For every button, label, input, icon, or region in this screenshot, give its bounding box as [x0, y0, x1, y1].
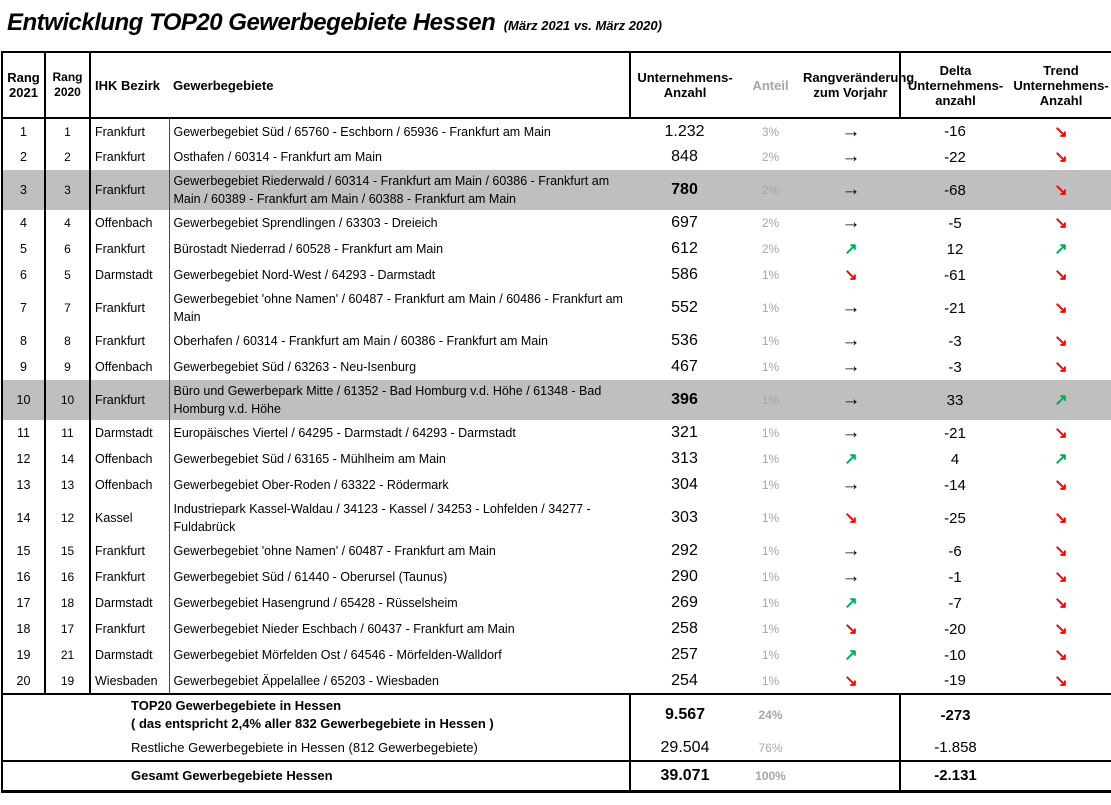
unternehmens-anzahl-cell: 552: [671, 299, 698, 316]
rang-change-arrow-icon: →: [841, 120, 861, 142]
rank-2021-cell: 11: [2, 420, 45, 446]
rank-2021-cell: 18: [2, 616, 45, 642]
delta-cell: -21: [944, 299, 966, 317]
gewerbegebiet-name-cell: Gewerbegebiet Ober-Roden / 63322 - Rödermark: [169, 472, 630, 498]
summary-rest-delta: -1.858: [900, 735, 1010, 761]
trend-arrow-icon: ↘: [1054, 267, 1068, 284]
delta-cell: -20: [944, 620, 966, 638]
anteil-cell: 1%: [761, 478, 780, 492]
rank-2021-cell: 13: [2, 472, 45, 498]
unternehmens-anzahl-cell: 697: [671, 214, 698, 231]
trend-arrow-icon: ↗: [1010, 380, 1111, 420]
anteil-cell: 1%: [761, 452, 780, 466]
trend-arrow-icon: ↘: [1054, 543, 1068, 560]
table-row: [2, 564, 1111, 590]
header-delta-unternehmensanzahl: Delta Unternehmens-anzahl: [900, 52, 1010, 118]
rank-2020-cell: 13: [45, 472, 90, 498]
delta-cell: -21: [944, 424, 966, 442]
rank-2020-cell: 12: [45, 498, 90, 538]
ihk-bezirk-cell: Offenbach: [95, 452, 153, 466]
unternehmens-anzahl-cell: 848: [671, 148, 698, 165]
gewerbegebiet-name-cell: Gewerbegebiet Sprendlingen / 63303 - Dreieich: [169, 210, 630, 236]
header-anteil: Anteil: [739, 52, 802, 118]
summary-gesamt-delta: -2.131: [900, 761, 1010, 791]
anteil-cell: 1%: [761, 426, 780, 440]
summary-rest-trend-empty: [1010, 735, 1111, 761]
rank-2021-cell: 5: [2, 236, 45, 262]
delta-cell: -1: [948, 568, 962, 586]
unternehmens-anzahl-cell: 536: [671, 332, 698, 349]
ihk-bezirk-cell: Offenbach: [95, 360, 153, 374]
ihk-bezirk-cell: Frankfurt: [95, 150, 146, 164]
header-gewerbegebiete: Gewerbegebiete: [169, 52, 630, 118]
ihk-bezirk-cell: Frankfurt: [95, 242, 146, 256]
ihk-bezirk-cell: Darmstadt: [95, 648, 153, 662]
ihk-bezirk-cell: Kassel: [95, 511, 133, 525]
table-row: [2, 288, 1111, 328]
delta-cell: -7: [948, 594, 962, 612]
rank-2021-cell: 17: [2, 590, 45, 616]
ihk-bezirk-cell: Darmstadt: [95, 596, 153, 610]
ihk-bezirk-cell: Offenbach: [95, 216, 153, 230]
rang-change-arrow-icon: ↗: [844, 595, 858, 612]
rank-2021-cell: 2: [2, 144, 45, 170]
trend-arrow-icon: ↘: [1054, 477, 1068, 494]
ihk-bezirk-cell: Wiesbaden: [95, 673, 158, 688]
unternehmens-anzahl-cell: 467: [671, 358, 698, 375]
summary-top20-trend-empty: [1010, 694, 1111, 735]
table-row: [2, 642, 1111, 668]
title-subtitle-text: (März 2021 vs. März 2020): [503, 18, 662, 33]
delta-cell: -61: [944, 266, 966, 284]
anteil-cell: 2%: [761, 216, 780, 230]
delta-cell: -19: [944, 672, 966, 689]
gewerbegebiet-name-cell: Büro und Gewerbepark Mitte / 61352 - Bad Homburg v.d. Höhe / 61348 - Bad Homburg v.d. Höhe: [169, 380, 630, 420]
summary-rest-anteil: 76%: [758, 740, 783, 755]
anteil-cell: 1%: [761, 596, 780, 610]
anteil-cell: 2%: [761, 242, 780, 256]
anteil-cell: 1%: [739, 380, 802, 420]
unternehmens-anzahl-cell: 586: [671, 266, 698, 283]
gewerbegebiet-name-cell: Gewerbegebiet Süd / 61440 - Oberursel (Taunus): [169, 564, 630, 590]
gewerbegebiet-name-cell: Gewerbegebiet Äppelallee / 65203 - Wiesbaden: [169, 668, 630, 694]
gewerbegebiet-name-cell: Gewerbegebiet 'ohne Namen' / 60487 - Frankfurt am Main: [169, 538, 630, 564]
gewerbegebiet-name-cell: Gewerbegebiet Mörfelden Ost / 64546 - Mörfelden-Walldorf: [169, 642, 630, 668]
rank-2020-cell: 2: [45, 144, 90, 170]
summary-rest-label: Restliche Gewerbegebiete in Hessen (812 Gewerbegebiete): [131, 739, 478, 755]
trend-arrow-icon: ↘: [1054, 621, 1068, 638]
rank-2020-cell: 16: [45, 564, 90, 590]
gewerbegebiet-name-cell: Industriepark Kassel-Waldau / 34123 - Kassel / 34253 - Lohfelden / 34277 - Fuldabrück: [169, 498, 630, 538]
gewerbegebiet-name-cell: Gewerbegebiet Süd / 63263 - Neu-Isenburg: [169, 354, 630, 380]
delta-cell: -25: [944, 509, 966, 527]
rank-2020-cell: 19: [45, 668, 90, 694]
rank-2020-cell: 11: [45, 420, 90, 446]
summary-top20-delta: -273: [900, 694, 1010, 735]
summary-top20-anteil: 24%: [739, 694, 802, 735]
rank-2021-cell: 19: [2, 642, 45, 668]
rank-2021-cell: 15: [2, 538, 45, 564]
rank-2020-cell: 6: [45, 236, 90, 262]
ihk-bezirk-cell: Offenbach: [95, 478, 153, 492]
table-row: [2, 446, 1111, 472]
summary-row-top20: [2, 694, 1111, 735]
unternehmens-anzahl-cell: 269: [671, 594, 698, 611]
delta-cell: 4: [950, 450, 960, 468]
rank-2020-cell: 10: [45, 380, 90, 420]
trend-arrow-icon: ↘: [1010, 170, 1111, 210]
anteil-cell: 1%: [761, 301, 780, 315]
gewerbegebiet-name-cell: Gewerbegebiet Hasengrund / 65428 - Rüsselsheim: [169, 590, 630, 616]
summary-gesamt-label: Gesamt Gewerbegebiete Hessen: [2, 761, 630, 791]
trend-arrow-icon: ↗: [1054, 451, 1068, 468]
table-row: [2, 472, 1111, 498]
rank-2021-cell: 8: [2, 328, 45, 354]
ihk-bezirk-cell: Darmstadt: [95, 426, 153, 440]
table-row: [2, 328, 1111, 354]
rang-change-arrow-icon: →: [841, 297, 861, 318]
summary-top20-anzahl: 9.567: [630, 694, 739, 735]
rank-2020-cell: 9: [45, 354, 90, 380]
rang-change-arrow-icon: →: [802, 380, 900, 420]
summary-top20-label: [2, 694, 630, 735]
unternehmens-anzahl-cell: 396: [630, 380, 739, 420]
header-unternehmens-anzahl: Unternehmens-Anzahl: [630, 52, 739, 118]
table-row: [2, 354, 1111, 380]
rang-change-arrow-icon: →: [841, 422, 861, 443]
rank-2021-cell: 4: [2, 210, 45, 236]
rank-2021-cell: 16: [2, 564, 45, 590]
ihk-bezirk-cell: Frankfurt: [95, 544, 146, 558]
table-row: [2, 380, 1111, 420]
ihk-bezirk-cell: Frankfurt: [95, 334, 146, 348]
rang-change-arrow-icon: →: [841, 356, 861, 377]
ihk-bezirk-cell: Darmstadt: [95, 268, 153, 282]
rank-2020-cell: 18: [45, 590, 90, 616]
title-main-text: Entwicklung TOP20 Gewerbegebiete Hessen: [7, 9, 496, 36]
rank-2021-cell: 1: [2, 118, 45, 144]
anteil-cell: 1%: [761, 570, 780, 584]
header-rangveraenderung: Rangveränderung zum Vorjahr: [802, 52, 900, 118]
header-rang-2021: Rang 2021: [2, 52, 45, 118]
rang-change-arrow-icon: ↗: [844, 241, 858, 258]
delta-cell: 12: [946, 240, 964, 258]
delta-cell: 33: [900, 380, 1010, 420]
anteil-cell: 1%: [761, 622, 780, 636]
trend-arrow-icon: ↗: [1054, 241, 1068, 258]
summary-top20-label-line2: ( das entspricht 2,4% aller 832 Gewerbegebiete in Hessen ): [131, 716, 494, 731]
anteil-cell: 2%: [761, 150, 780, 164]
table-summary: [2, 694, 1111, 791]
summary-top20-label-line1: TOP20 Gewerbegebiete in Hessen: [131, 698, 342, 713]
unternehmens-anzahl-cell: 780: [630, 170, 739, 210]
table-row: [2, 590, 1111, 616]
delta-cell: -22: [944, 148, 966, 166]
table-row: [2, 170, 1111, 210]
trend-arrow-icon: ↘: [1054, 149, 1068, 166]
summary-rest-rangveraenderung-empty: [802, 735, 900, 761]
summary-gesamt-rangveraenderung-empty: [802, 761, 900, 791]
anteil-cell: 1%: [761, 544, 780, 558]
table-body: [2, 118, 1111, 694]
trend-arrow-icon: ↘: [1054, 647, 1068, 664]
trend-arrow-icon: ↘: [1054, 333, 1068, 350]
table-row: [2, 118, 1111, 144]
rang-change-arrow-icon: →: [841, 540, 861, 561]
trend-arrow-icon: ↘: [1054, 569, 1068, 586]
delta-cell: -5: [948, 214, 962, 232]
table-row: [2, 668, 1111, 694]
rank-2021-cell: 12: [2, 446, 45, 472]
anteil-cell: 1%: [761, 648, 780, 662]
rank-2020-cell: 1: [45, 118, 90, 144]
ihk-bezirk-cell: Frankfurt: [95, 570, 146, 584]
rang-change-arrow-icon: ↗: [844, 647, 858, 664]
table-row: [2, 538, 1111, 564]
ihk-bezirk-cell: Frankfurt: [95, 124, 146, 139]
delta-cell: -6: [948, 542, 962, 560]
table-header: [2, 52, 1111, 118]
trend-arrow-icon: ↘: [1054, 123, 1068, 141]
rank-2020-cell: 3: [45, 170, 90, 210]
anteil-cell: 3%: [761, 124, 780, 139]
header-row: [2, 52, 1111, 118]
trend-arrow-icon: ↘: [1054, 359, 1068, 376]
page-title: [0, 0, 1111, 37]
anteil-cell: 1%: [761, 511, 780, 525]
summary-row-gesamt: [2, 761, 1111, 791]
rang-change-arrow-icon: ↘: [844, 510, 858, 527]
summary-top20-rangveraenderung-empty: [802, 694, 900, 735]
ihk-bezirk-cell: Frankfurt: [95, 301, 146, 315]
anteil-cell: 1%: [761, 360, 780, 374]
unternehmens-anzahl-cell: 254: [671, 671, 698, 689]
summary-gesamt-trend-empty: [1010, 761, 1111, 791]
header-ihk-bezirk: IHK Bezirk: [90, 52, 169, 118]
unternehmens-anzahl-cell: 304: [671, 476, 698, 493]
delta-cell: -68: [900, 170, 1010, 210]
unternehmens-anzahl-cell: 290: [671, 568, 698, 585]
unternehmens-anzahl-cell: 1.232: [664, 122, 705, 140]
anteil-cell: 1%: [761, 268, 780, 282]
gewerbegebiet-name-cell: Gewerbegebiet Nord-West / 64293 - Darmstadt: [169, 262, 630, 288]
rank-2021-cell: 6: [2, 262, 45, 288]
rank-2020-cell: 7: [45, 288, 90, 328]
header-trend-unternehmensanzahl: Trend Unternehmens-Anzahl: [1010, 52, 1111, 118]
rang-change-arrow-icon: ↘: [844, 621, 858, 638]
summary-gesamt-anzahl: 39.071: [630, 761, 739, 791]
ihk-bezirk-cell: Frankfurt: [90, 170, 169, 210]
top20-gewerbegebiete-table: [1, 51, 1111, 793]
rank-2021-cell: 7: [2, 288, 45, 328]
rank-2021-cell: 10: [2, 380, 45, 420]
unternehmens-anzahl-cell: 612: [671, 240, 698, 257]
table-row: [2, 144, 1111, 170]
rank-2020-cell: 15: [45, 538, 90, 564]
gewerbegebiet-name-cell: Gewerbegebiet Süd / 65760 - Eschborn / 65936 - Frankfurt am Main: [169, 118, 630, 144]
delta-cell: -3: [948, 332, 962, 350]
trend-arrow-icon: ↘: [1054, 215, 1068, 232]
trend-arrow-icon: ↘: [1054, 425, 1068, 442]
table-row: [2, 262, 1111, 288]
anteil-cell: 1%: [761, 673, 780, 688]
unternehmens-anzahl-cell: 258: [671, 620, 698, 637]
table-row: [2, 420, 1111, 446]
rang-change-arrow-icon: ↘: [844, 267, 858, 284]
unternehmens-anzahl-cell: 321: [671, 424, 698, 441]
gewerbegebiet-name-cell: Osthafen / 60314 - Frankfurt am Main: [169, 144, 630, 170]
rang-change-arrow-icon: ↗: [844, 451, 858, 468]
rank-2020-cell: 8: [45, 328, 90, 354]
rang-change-arrow-icon: ↘: [844, 672, 858, 690]
rang-change-arrow-icon: →: [841, 212, 861, 233]
table-row: [2, 616, 1111, 642]
ihk-bezirk-cell: Frankfurt: [90, 380, 169, 420]
rank-2021-cell: 14: [2, 498, 45, 538]
rank-2020-cell: 21: [45, 642, 90, 668]
gewerbegebiet-name-cell: Gewerbegebiet Nieder Eschbach / 60437 - Frankfurt am Main: [169, 616, 630, 642]
delta-cell: -10: [944, 646, 966, 664]
rank-2020-cell: 17: [45, 616, 90, 642]
rank-2020-cell: 14: [45, 446, 90, 472]
delta-cell: -3: [948, 358, 962, 376]
unternehmens-anzahl-cell: 303: [671, 509, 698, 526]
delta-cell: -14: [944, 476, 966, 494]
delta-cell: -16: [944, 123, 966, 140]
table-row: [2, 498, 1111, 538]
gewerbegebiet-name-cell: Europäisches Viertel / 64295 - Darmstadt / 64293 - Darmstadt: [169, 420, 630, 446]
rang-change-arrow-icon: →: [841, 474, 861, 495]
trend-arrow-icon: ↘: [1054, 595, 1068, 612]
unternehmens-anzahl-cell: 292: [671, 542, 698, 559]
gewerbegebiet-name-cell: Gewerbegebiet Riederwald / 60314 - Frankfurt am Main / 60386 - Frankfurt am Main / 60389 - Frankfurt am Main / 60388 - Frankfurt am Main: [169, 170, 630, 210]
rank-2021-cell: 9: [2, 354, 45, 380]
summary-gesamt-anteil: 100%: [739, 761, 802, 791]
header-rang-2020: Rang 2020: [45, 52, 90, 118]
summary-rest-anzahl: 29.504: [630, 735, 739, 761]
rang-change-arrow-icon: →: [841, 146, 861, 167]
rang-change-arrow-icon: →: [802, 170, 900, 210]
table-row: [2, 236, 1111, 262]
trend-arrow-icon: ↘: [1054, 672, 1068, 690]
gewerbegebiet-name-cell: Gewerbegebiet 'ohne Namen' / 60487 - Frankfurt am Main / 60486 - Frankfurt am Main: [169, 288, 630, 328]
anteil-cell: 1%: [761, 334, 780, 348]
summary-row-restliche: [2, 735, 1111, 761]
gewerbegebiet-name-cell: Bürostadt Niederrad / 60528 - Frankfurt am Main: [169, 236, 630, 262]
rang-change-arrow-icon: →: [841, 566, 861, 587]
trend-arrow-icon: ↘: [1054, 300, 1068, 317]
anteil-cell: 2%: [739, 170, 802, 210]
unternehmens-anzahl-cell: 257: [671, 646, 698, 663]
rank-2021-cell: 20: [2, 668, 45, 694]
rank-2021-cell: 3: [2, 170, 45, 210]
unternehmens-anzahl-cell: 313: [671, 450, 698, 467]
ihk-bezirk-cell: Frankfurt: [95, 622, 146, 636]
gewerbegebiet-name-cell: Gewerbegebiet Süd / 63165 - Mühlheim am Main: [169, 446, 630, 472]
trend-arrow-icon: ↘: [1054, 510, 1068, 527]
rang-change-arrow-icon: →: [841, 330, 861, 351]
rank-2020-cell: 5: [45, 262, 90, 288]
gewerbegebiet-name-cell: Oberhafen / 60314 - Frankfurt am Main / 60386 - Frankfurt am Main: [169, 328, 630, 354]
table-row: [2, 210, 1111, 236]
rank-2020-cell: 4: [45, 210, 90, 236]
